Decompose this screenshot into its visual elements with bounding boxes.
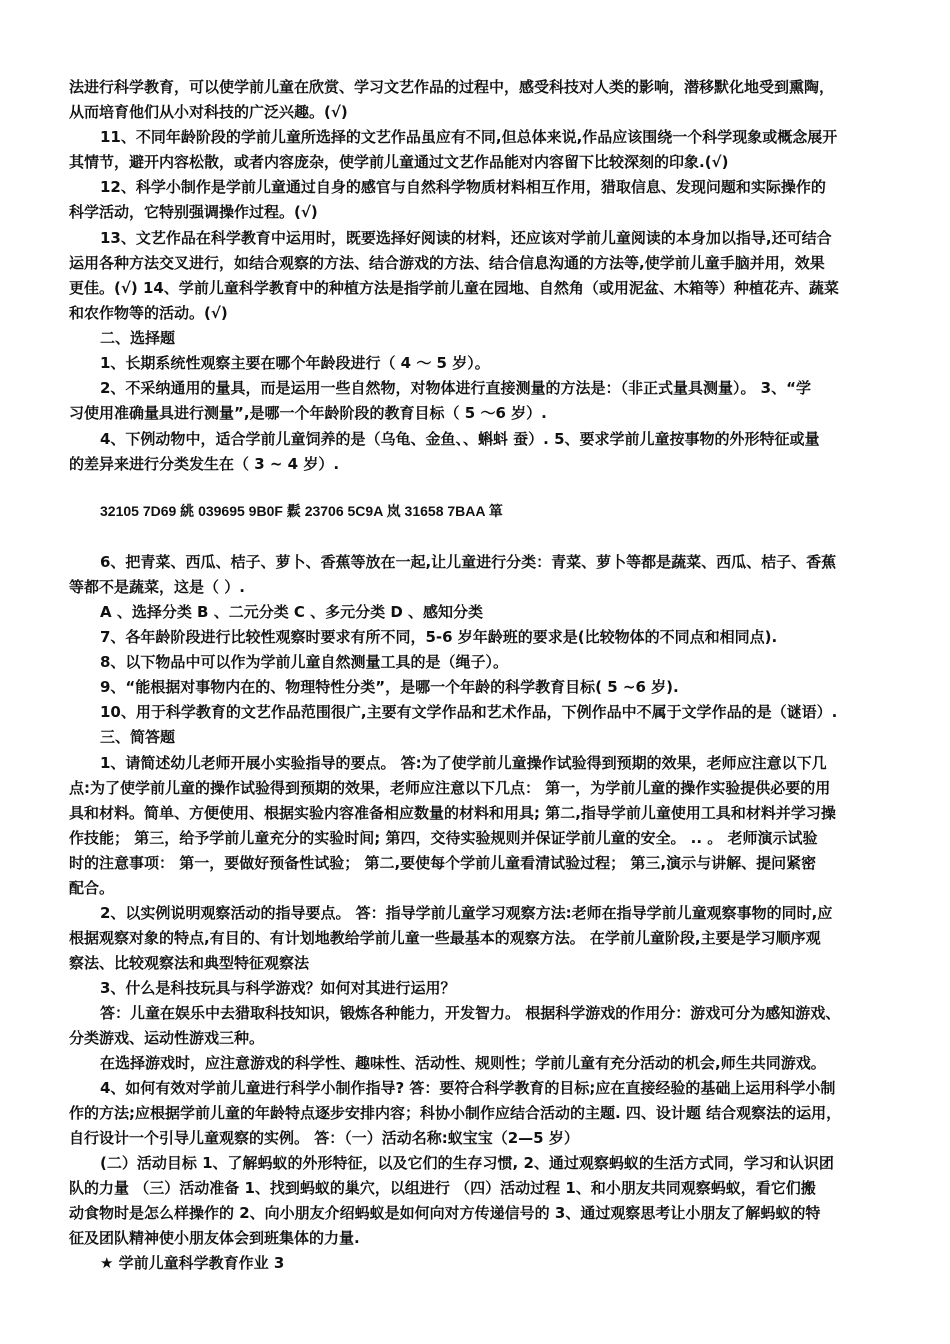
text-line: 8、以下物品中可以作为学前儿童自然测量工具的是（绳子）。 [100,653,508,671]
text-line: 自行设计一个引导儿童观察的实例。 答：（一）活动名称:蚁宝宝（2—5 岁） [69,1129,579,1147]
options-line: A 、选择分类 B 、二元分类 C 、多元分类 D 、感知分类 [100,603,484,621]
text-line: 1、长期系统性观察主要在哪个年龄段进行（ 4 ～ 5 岁）。 [100,354,490,372]
text-line: 4、下例动物中，适合学前儿童饲养的是（乌龟、金鱼、、蝌蚪 蚕）. 5、要求学前儿童按事物的外形特征或量 [100,430,820,448]
text-line: 科学活动，它特别强调操作过程。(√) [69,203,318,221]
text-line: 6、把青菜、西瓜、桔子、萝卜、香蕉等放在一起,让儿童进行分类：青菜、萝卜等都是蔬菜、西瓜、桔子、香蕉 [100,553,837,571]
text-line: 更佳。(√) 14、学前儿童科学教育中的种植方法是指学前儿童在园地、自然角（或用泥盆、木箱等）种植花卉、蔬菜 [69,279,839,297]
text-line: 时的注意事项： 第一，要做好预备性试验； 第二,要使每个学前儿童看清试验过程； 第三,演示与讲解、提问紧密 [69,854,817,872]
code-line: 32105 7D69 絩 039695 9B0F 鬏 23706 5C9A 岚 31658 7BAA 箪 [100,503,503,519]
text-line: 2、以实例说明观察活动的指导要点。 答：指导学前儿童学习观察方法:老师在指导学前儿童观察事物的同时,应 [100,904,833,922]
text-line: 等都不是蔬菜，这是（ ）. [69,578,245,596]
text-line: 点:为了使学前儿童的操作试验得到预期的效果，老师应注意以下几点： 第一，为学前儿童的操作实验提供必要的用 [69,779,831,797]
text-line: 根据观察对象的特点,有目的、有计划地教给学前儿童一些最基本的观察方法。 在学前儿童阶段,主要是学习顺序观 [69,929,821,947]
text-line: 作技能； 第三，给予学前儿童充分的实验时间; 第四，交待实验规则并保证学前儿童的安全。 .. 。 老师演示试验 [69,829,818,847]
text-line: 察法、比较观察法和典型特征观察法 [69,954,310,972]
text-line: 从而培育他们从小对科技的广泛兴趣。(√) [69,103,348,121]
text-line: 运用各种方法交叉进行，如结合观察的方法、结合游戏的方法、结合信息沟通的方法等,使学前儿童手脑并用，效果 [69,254,825,272]
section-heading: 三、简答题 [100,728,176,746]
text-line: 12、科学小制作是学前儿童通过自身的感官与自然科学物质材料相互作用，猎取信息、发现问题和实际操作的 [100,178,826,196]
text-line: 分类游戏、运动性游戏三种。 [69,1029,265,1047]
text-line: 13、文艺作品在科学教育中运用时，既要选择好阅读的材料，还应该对学前儿童阅读的本身加以指导,还可结合 [100,229,832,247]
text-line: 9、“能根据对事物内在的、物理特性分类”，是哪一个年龄的科学教育目标( 5 ~6 岁). [100,678,679,696]
assignment-heading: ★ 学前儿童科学教育作业 3 [100,1254,285,1272]
text-line: 10、用于科学教育的文艺作品范围很广,主要有文学作品和艺术作品，下例作品中不属于文学作品的是（谜语）. [100,703,838,721]
text-line: 3、什么是科技玩具与科学游戏？如何对其进行运用？ [100,979,456,997]
text-line: 法进行科学教育，可以使学前儿童在欣赏、学习文艺作品的过程中，感受科技对人类的影响，潜移默化地受到熏陶， [69,78,835,96]
text-line: 4、如何有效对学前儿童进行科学小制作指导? 答：要符合科学教育的目标;应在直接经验的基础上运用科学小制 [100,1079,836,1097]
text-line: 队的力量 （三）活动准备 1、找到蚂蚁的巢穴，以组进行 （四）活动过程 1、和小朋友共同观察蚂蚁，看它们搬 [69,1179,816,1197]
text-line: 2、不采纳通用的量具，而是运用一些自然物，对物体进行直接测量的方法是：（非正式量具测量）。 3、“学 [100,379,811,397]
text-line: 在选择游戏时，应注意游戏的科学性、趣味性、活动性、规则性；学前儿童有充分活动的机会,师生共同游戏。 [100,1054,826,1072]
text-line: 答：儿童在娱乐中去猎取科技知识，锻炼各种能力，开发智力。 根据科学游戏的作用分：游戏可分为感知游戏、 [100,1004,841,1022]
text-line: 和农作物等的活动。(√) [69,304,228,322]
text-line: (二）活动目标 1、了解蚂蚁的外形特征，以及它们的生存习惯, 2、通过观察蚂蚁的生活方式同，学习和认识团 [100,1154,834,1172]
text-line: 7、各年龄阶段进行比较性观察时要求有所不同，5-6 岁年龄班的要求是(比较物体的不同点和相同点). [100,628,778,646]
text-line: 习使用准确量具进行测量”,是哪一个年龄阶段的教育目标（ 5 ～6 岁）. [69,404,547,422]
text-line: 其情节，避开内容松散，或者内容庞杂，使学前儿童通过文艺作品能对内容留下比较深刻的印象.(√) [69,153,729,171]
text-line: 配合。 [69,879,115,897]
text-line: 1、请简述幼儿老师开展小实验指导的要点。 答:为了使学前儿童操作试验得到预期的效果，老师应注意以下几 [100,754,827,772]
text-line: 的差异来进行分类发生在（ 3 ~ 4 岁）. [69,455,340,473]
text-line: 11、不同年龄阶段的学前儿童所选择的文艺作品虽应有不同,但总体来说,作品应该围绕一个科学现象或概念展开 [100,128,838,146]
section-heading: 二、选择题 [100,329,176,347]
text-line: 具和材料。简单、方便使用、根据实验内容准备相应数量的材料和用具; 第二,指导学前儿童使用工具和材料并学习操 [69,804,836,822]
text-line: 征及团队精神使小朋友体会到班集体的力量. [69,1229,360,1247]
text-line: 作的方法;应根据学前儿童的年龄特点逐步安排内容；科协小制作应结合活动的主题. 四、设计题 结合观察法的运用， [69,1104,842,1122]
text-line: 动食物时是怎么样操作的 2、向小朋友介绍蚂蚁是如何向对方传递信号的 3、通过观察思考让小朋友了解蚂蚁的特 [69,1204,821,1222]
